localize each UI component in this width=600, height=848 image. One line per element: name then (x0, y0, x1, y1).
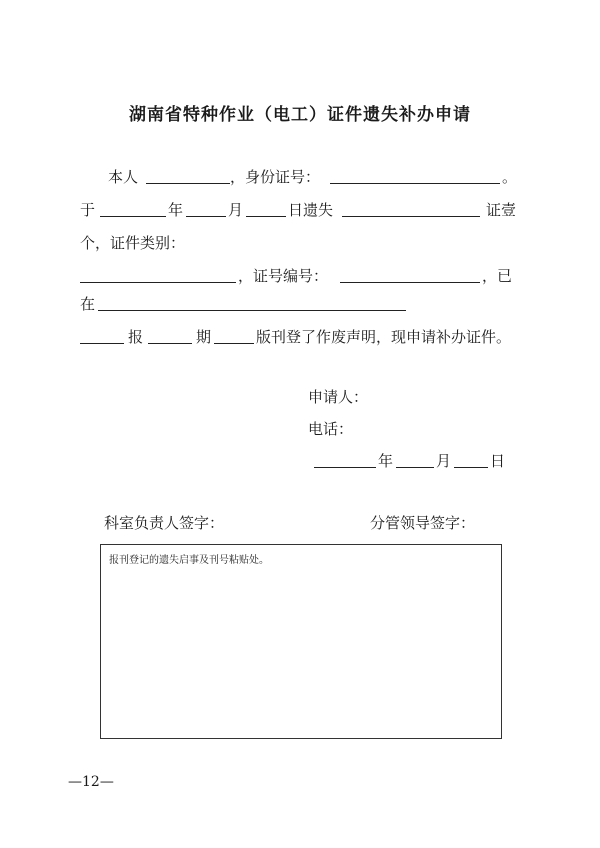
issue-field[interactable] (148, 343, 192, 344)
text-newspaper: 报 (128, 328, 144, 346)
page-field[interactable] (214, 343, 254, 344)
text-month: 月 (228, 201, 244, 219)
text-day-lost: 日遗失 (288, 201, 334, 219)
text-cert-one: 证壹 (486, 201, 517, 219)
publication-field[interactable] (98, 310, 406, 311)
certificate-name-field[interactable] (342, 216, 480, 217)
paste-box-note: 报刊登记的遗失启事及刊号粘贴处。 (109, 555, 269, 566)
sign-year-field[interactable] (314, 467, 376, 468)
name-field[interactable] (146, 183, 230, 184)
text-issue: 期 (196, 328, 212, 346)
text-year: 年 (168, 201, 184, 219)
id-number-field[interactable] (330, 183, 500, 184)
dept-head-signature-label: 科室负责人签字： (104, 514, 225, 532)
cert-number-field[interactable] (340, 282, 480, 283)
page-number: —12— (68, 774, 114, 790)
lost-month-field[interactable] (186, 216, 226, 217)
phone-label: 电话： (308, 420, 354, 438)
newspaper-field[interactable] (80, 343, 124, 344)
text-id-label: ，身份证号： (230, 168, 321, 186)
text-at: 在 (80, 295, 96, 313)
text-cert-number: ，证号编号： (238, 267, 329, 285)
leader-signature-label: 分管领导签字： (370, 514, 476, 532)
sign-day-field[interactable] (454, 467, 488, 468)
text-cert-type: 个，证件类别： (80, 234, 186, 252)
lost-year-field[interactable] (100, 216, 166, 217)
sign-month-label: 月 (436, 452, 452, 470)
text-declaration: 版刊登了作废声明，现申请补办证件。 (256, 328, 512, 346)
applicant-label: 申请人： (308, 388, 369, 406)
text-on: 于 (80, 201, 96, 219)
text-period: 。 (502, 168, 518, 186)
sign-day-label: 日 (490, 452, 506, 470)
clipping-paste-box (100, 544, 502, 739)
page-title: 湖南省特种作业（电工）证件遗失补办申请 (129, 105, 471, 125)
sign-month-field[interactable] (396, 467, 434, 468)
lost-day-field[interactable] (246, 216, 286, 217)
cert-type-field[interactable] (80, 282, 236, 283)
text-self: 本人 (108, 168, 139, 186)
text-already: ，已 (482, 267, 513, 285)
sign-year-label: 年 (378, 452, 394, 470)
